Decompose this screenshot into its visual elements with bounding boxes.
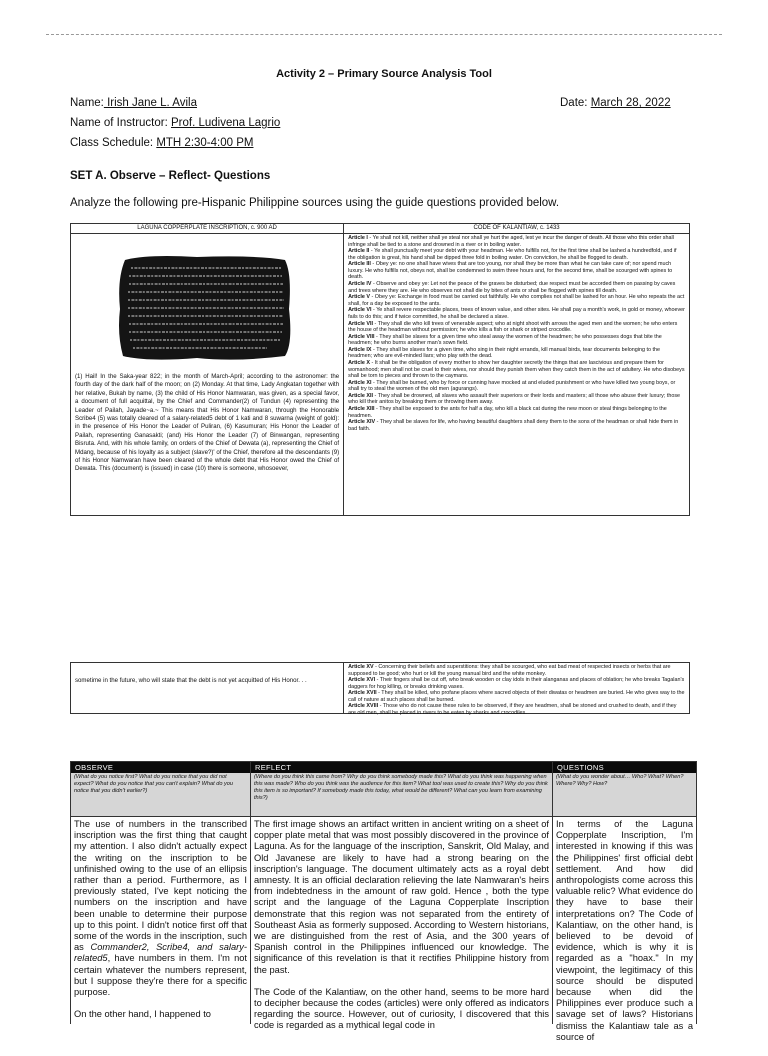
kalantiaw-articles-continued [344,663,689,718]
student-name-line [70,97,197,109]
questions-column [553,762,696,1042]
kalantiaw-article: Article X - It shall be the obligation of every mother to show her daughter secretly the things that are lascivious and prepare them for womanhood; men shall not be cruel to their wives, nor should they punish them when they catch them in the act of adultery. He who disobeys shall be torn to pieces and thrown to the caymans. [348,359,685,380]
observe-prompt: (What do you notice first? What do you notice that you did not expect? What do you notice that you can't explain? What do you notice that you didn't earlier?) [71,773,250,817]
kalantiaw-article: Article IX - They shall be slaves for a given time, who sing in their night errands, kill manual birds, tear documents belonging to the headmen; who are evil-minded liars; who play with the dead. [348,346,660,360]
date-label: Date: [560,97,588,109]
questions-prompt: (What do you wonder about… Who? What? When? Where? Why? How? [553,773,696,817]
instructor-line [70,117,280,129]
date-value: March 28, 2022 [590,97,671,109]
sources-table [70,223,690,516]
kalantiaw-article: Article XI - They shall be burned, who by force or cunning have mocked at and eluded punishment or who have killed two young boys, or shall try to steal the women of the old men (agurangs). [348,379,676,393]
sources-table-continued [70,662,690,717]
instruction-text: Analyze the following pre-Hispanic Philippine sources using the guide questions provided below. [70,197,560,209]
kalantiaw-article: Article XVI - Their fingers shall be cut off, who break wooden or clay idols in their alanganas and places of oblation; he who breaks Tagalan's daggers for hog killing, or breaks drinking vases. [348,677,685,690]
kalantiaw-article: Article II - Ye shall punctually meet your debt with your headman. He who fulfills not, for the first time shall be lashed a hundredfold, and if the obligation is great, his hand shall be dipped three fold in boiling water. On conviction, he shall be flogged to death. [348,248,677,261]
kalantiaw-article: Article XIV - They shall be slaves for life, who having beautiful daughters shall deny them to the sons of the headman or shall hide them in bad faith. [348,419,679,432]
date-line [560,97,671,109]
name-label: Name: [70,97,104,109]
instructor-label: Name of Instructor: [70,117,168,129]
kalantiaw-article: Article VII - They shall die who kill trees of venerable aspect; who at night shoot with arrows the aged men and the women; he who enters the house of the headman without permission; he who kills a fish or shark or striped crocodile. [348,320,678,334]
instructor-value: Prof. Ludivena Lagrio [171,117,281,129]
laguna-header: LAGUNA COPPERPLATE INSCRIPTION, c. 900 AD [71,224,343,234]
observe-column [71,762,251,1024]
kalantiaw-article: Article XII - They shall be drowned, all slaves who assault their superiors or their lords and masters; all those who abuse their luxury; those who kill their anitos by breaking them or throwing them away. [348,392,681,406]
kalantiaw-article: Article XV - Concerning their beliefs and superstitions: they shall be scourged, who eat bad meat of respected insects or herbs that are supposed to be good; who hurt or kill the young manual bird and the white monkey. [348,664,671,677]
page-top-border [46,34,722,35]
reflect-prompt: (Where do you think this came from? Why do you think somebody made this? What do you think was happening when this was made? Who do you think was the audience for this item? What tool was used to create this? Why do you think this item is so important? If somebody made this today, what would be different? What can you learn from examining this?) [251,773,552,817]
laguna-transcription-continued: sometime in the future, who will state that the debt is not yet acquitted of His Honor. . . [75,677,307,684]
laguna-column [71,224,344,515]
kalantiaw-articles [344,234,689,433]
kalantiaw-article: Article V - Obey ye: Exchange in food must be carried out faithfully. He who complies not shall be lashed for an hour. He who repeats the act shall, for a day be exposed to the ants. [348,294,685,307]
kalantiaw-article: Article XIII - They shall be exposed to the ants for half a day, who kill a black cat during the new moon or steal things belonging to the headmen. [348,406,667,419]
kalantiaw-article: Article IV - Observe and obey ye: Let not the peace of the graves be disturbed; due respect must be accorded them on passing by caves and trees where they are. He who observes not shall die by bites of ants or shall be flogged with spines till death. [348,281,676,294]
kalantiaw-article: Article VIII - They shall be slaves for a given time who steal away the women of the headmen; he who possesses dogs that bite the headmen; he who burns another man's sown field. [348,333,662,347]
page-title: Activity 2 – Primary Source Analysis Tool [276,68,492,80]
observe-answer: The use of numbers in the transcribed inscription was the first thing that caught my attention. I also didn't actually expect the writing on the inscription to be unfinished owing to the use of an ellipsis rather than a period. Furthermore, as I previously stated, I've kept noticing the numbers on the inscription and have been unable to determine their purpose up to this point. I didn't notice first off that some of the words in the inscription, such as Commander2, Scribe4, and salary-related5, have numbers in them. I'm not certain whatever the numbers represent, but I suppose they're there for a specific purpose. On the other hand, I happened to [74,819,247,1020]
laguna-column-continued [71,663,344,713]
kalantiaw-article: Article I - Ye shall not kill, neither shall ye steal nor shall ye hurt the aged, lest ye incur the danger of death. All those who this order shall infringe shall be tied to a stone and drowned in a river or in boiling water. [348,235,674,248]
kalantiaw-article: Article III - Obey ye: no one shall have wives that are too young, nor shall they be more than what he can take care of; nor spend much luxury. He who fulfills not, obeys not, shall be condemned to swim three hours and, for the second time, shall be scourged with spines to death. [348,261,673,281]
kalantiaw-article: Article XVII - They shall be killed, who profane places where sacred objects of their diwatas or headmen are buried. He who gives way to the call of nature at such places shall be burned. [348,690,685,703]
schedule-line [70,137,253,149]
kalantiaw-column-continued [344,663,689,717]
reflect-header: REFLECT [251,762,552,773]
kalantiaw-column [344,224,689,515]
reflect-answer: The first image shows an artifact written in ancient writing on a sheet of copper plate metal that was most possibly discovered in the province of Laguna. As for the language of the inscription, Sanskrit, Old Malay, and Old Javanese are likely to have had a strong bearing on the inscription's language. The document ultimately acts as a royal debt amnesty. It is an official declaration relieving the late Namwaran's heirs from indebtedness in the amount of raw gold. Hence , both the type script and the language of the Laguna Copperplate Inscription demonstrate that this region was not separated from the entirety of Southeast Asia as formerly supposed. According to Western historians, we are distinguished from the rest of Asia, and the 300 years of Spanish control in the Philippines influenced our knowledge. The significance of this revelation is that it rectifies Philippine history from the past. The Code of the Kalantiaw, on the other hand, seems to be more hard to decipher because the codes (articles) were only offered as indicators regarding the source. However, out of curiosity, I discovered that this code is regarded as a mythical legal code in [254,819,549,1031]
questions-answer: In terms of the Laguna Copperplate Inscription, I'm interested in knowing if this was the Philippines' first official debt settlement. And how did anthropologists come across this valuable relic? What evidence do they have to base their interpretations on? The Code of Kalantiaw, on the other hand, is believed to be devoid of evidence, which is why it is regarded as a "hoax." In my viewpoint, the legitimacy of this source should be disputed because when did the Philippines ever produce such a savage set of laws? Historians dismiss the Kalantiaw tale as a source of [556,819,693,1042]
copperplate-image [117,254,292,362]
set-heading: SET A. Observe – Reflect- Questions [70,170,271,182]
kalantiaw-header: CODE OF KALANTIAW, c. 1433 [344,224,689,234]
analysis-table [70,761,697,1042]
kalantiaw-article: Article VI - Ye shall revere respectable places, trees of known value, and other sites. He shall pay a month's work, in gold or money, whoever fails to do this; and if twice committed, he shall be declared a slave. [348,307,685,320]
observe-header: OBSERVE [71,762,250,773]
name-value: Irish Jane L. Avila [103,97,197,109]
schedule-label: Class Schedule: [70,137,154,149]
reflect-column [251,762,553,1031]
questions-header: QUESTIONS [553,762,696,773]
kalantiaw-article: Article XVIII - Those who do not cause these rules to be observed, if they are headmen, shall be stoned and crushed to death, and if they are old men, shall be placed in rivers to be eaten by sharks and crocodiles. [348,703,677,717]
laguna-transcription: (1) Hail! In the Saka-year 822; in the month of March-April; according to the astronomer: the fourth day of the dark half of the moon; on (2) Monday. At that time, Lady Angkatan together with her relative, Bukah by name, (3) the child of His Honor Namwaran, was given, as a special favor, a document of full acquittal, by the Chief and Commander(2) of Tundun (4) representing the Leader of Pailah, Jayade~a.~ This means that His Honor Namwaran, through the Honorable Scribe4 (5) was totally cleared of a salary-related5 debt of 1 kati and 8 suwarna (weight of gold): in the presence of His Honor the Leader of Puliran, (6) Kasumuran; His Honor the Leader of Pailah, representing Ganasakti; (and) His Honor the Leader (7) of Binwangan, representing Bisruta. And, with his whole family, on orders of the Chief of Dewata (a), representing the Chief of Mdang, because of his loyalty as a subject (slave?)' of the Chief, therefore all the descendants (9) of his Honor Namwaran have been cleared of the whole debt that His Honor owed the Chief of Dewata. This (document) is (issued) in case (10) there is someone, whosoever, [75,373,340,473]
schedule-value: MTH 2:30-4:00 PM [156,137,254,149]
